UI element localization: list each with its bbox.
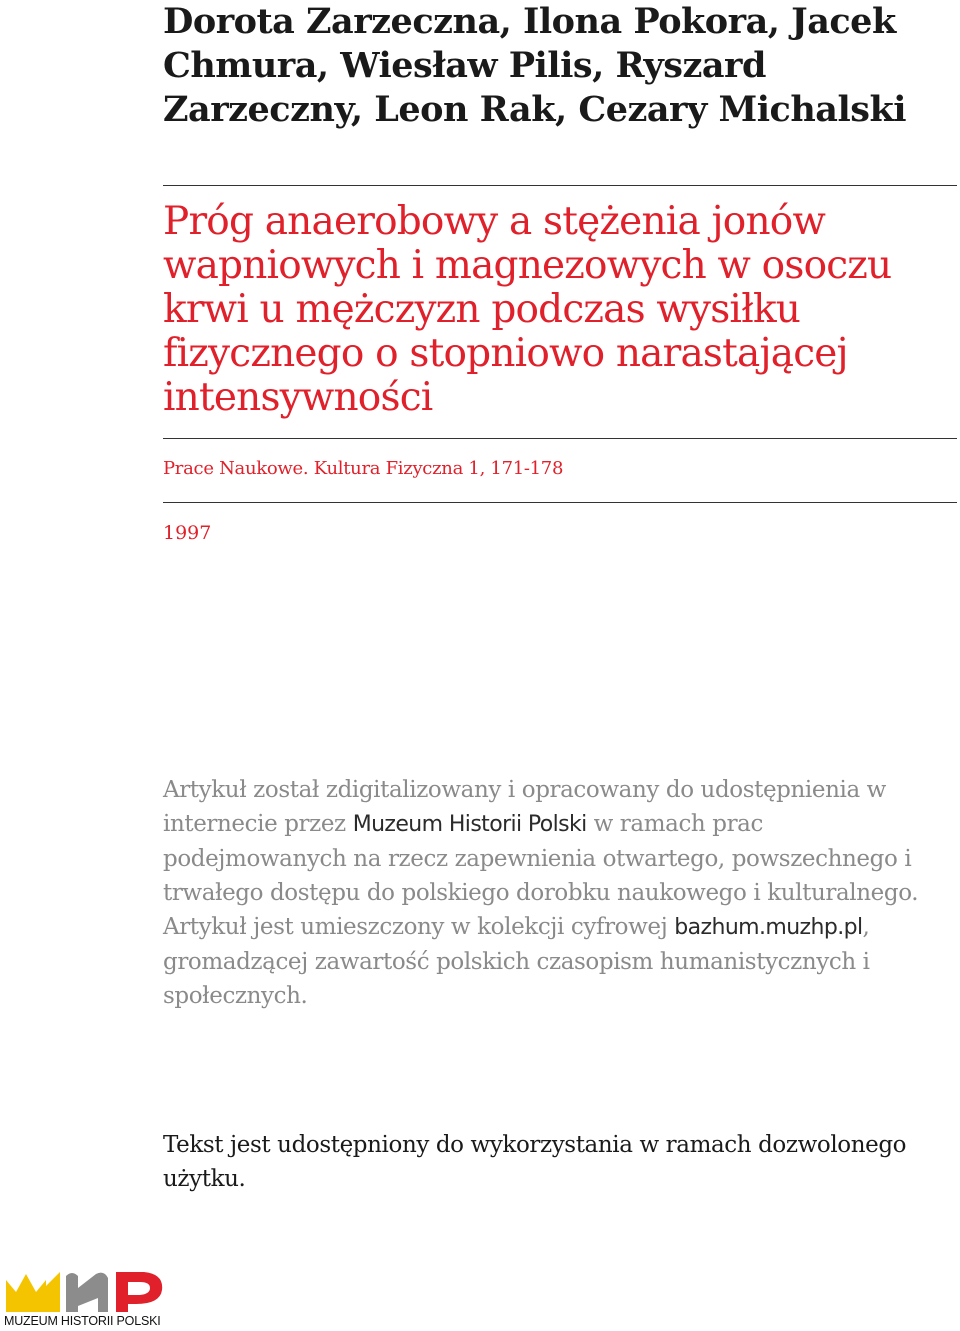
note-text-1: Artykuł został zdigitalizowany i opracowany do udostępnienia w internecie przez (163, 777, 886, 837)
divider-bottom (163, 502, 957, 503)
institution-name: Muzeum Historii Polski (352, 812, 587, 837)
logo-gray-h (66, 1273, 108, 1312)
digitization-note (163, 773, 923, 1013)
logo-yellow-m (6, 1272, 60, 1312)
logo-caption: MUZEUM HISTORII POLSKI (4, 1314, 161, 1328)
divider-middle (163, 438, 957, 439)
publication-year: 1997 (163, 522, 212, 544)
license-note: Tekst jest udostępniony do wykorzystania w ramach dozwolonego użytku. (163, 1132, 907, 1192)
article-title: Próg anaerobowy a stężenia jonów wapniowych i magnezowych w osoczu krwi u mężczyzn podczas wysiłku fizycznego o stopniowo narastającej intensywności (163, 199, 892, 420)
source-citation: Prace Naukowe. Kultura Fizyczna 1, 171-178 (163, 458, 564, 479)
logo-red-p (116, 1272, 162, 1312)
collection-site: bazhum.muzhp.pl (674, 915, 863, 940)
note-text-3: , gromadzącej zawartość polskich czasopism humanistycznych i społecznych. (163, 914, 870, 1009)
divider-top (163, 185, 957, 186)
authors: Dorota Zarzeczna, Ilona Pokora, Jacek Chmura, Wiesław Pilis, Ryszard Zarzeczny, Leon Rak, Cezary Michalski (163, 1, 907, 130)
note-text-2: w ramach prac podejmowanych na rzecz zapewnienia otwartego, powszechnego i trwałego dostępu do polskiego dorobku naukowego i kulturalnego. Artykuł jest umieszczony w kolekcji cyfrowej (163, 811, 919, 940)
